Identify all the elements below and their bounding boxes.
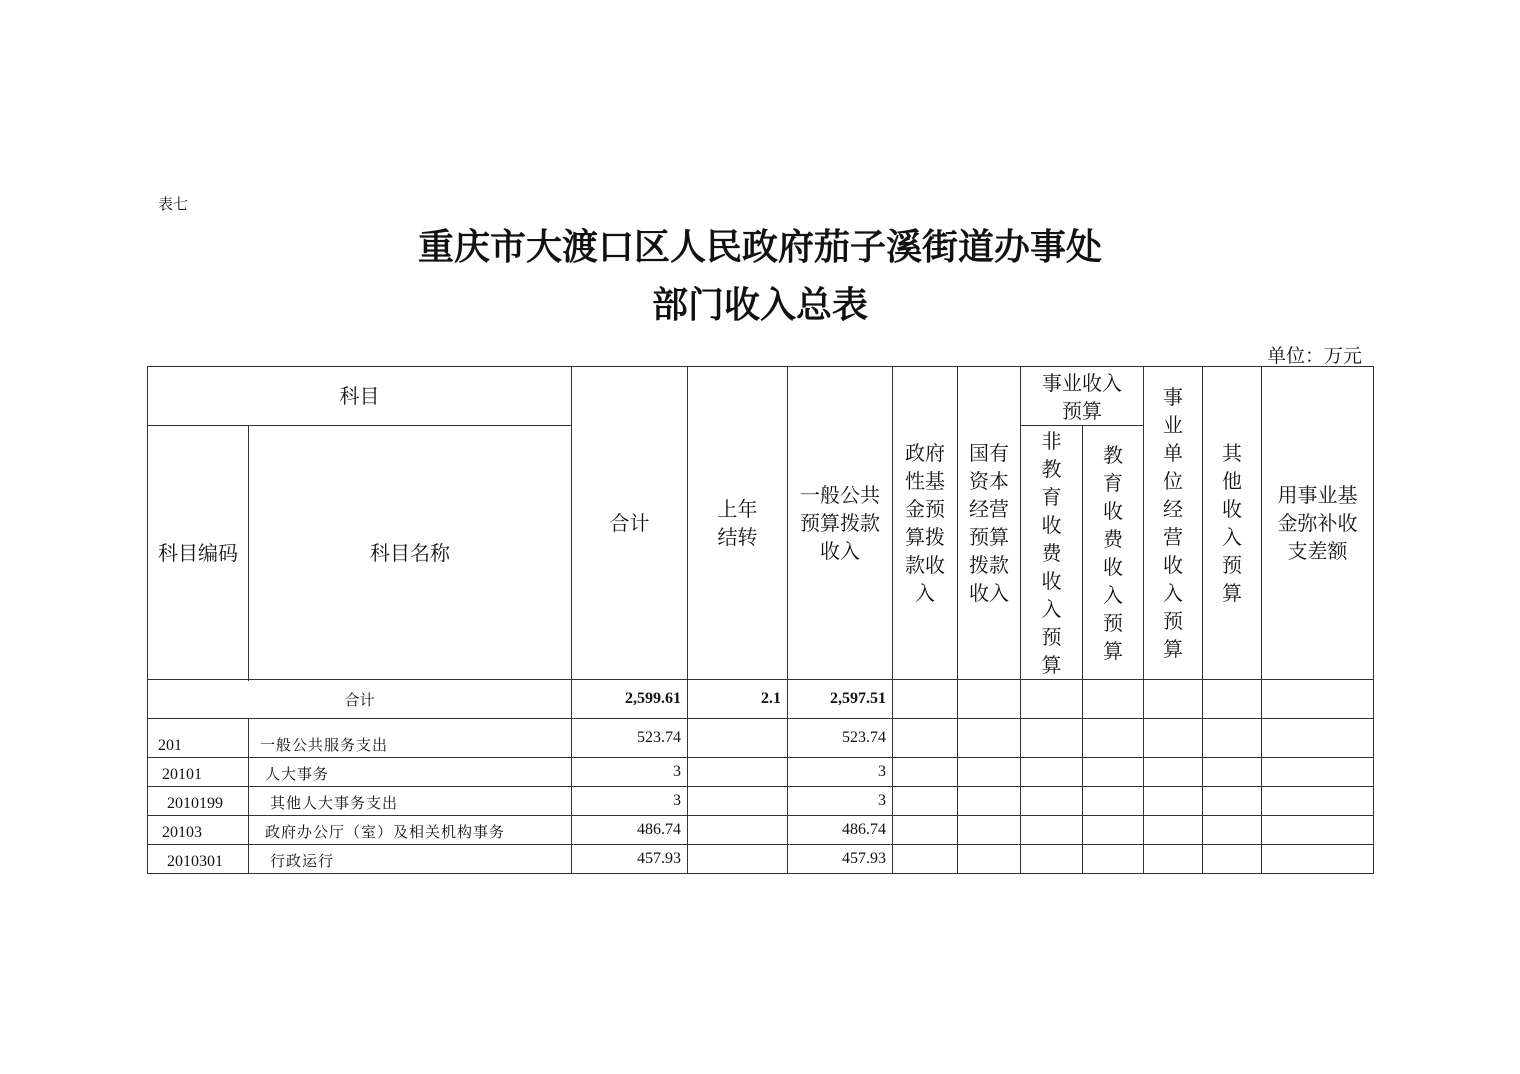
row-carryover [688,787,788,816]
table-row [148,787,1374,816]
header-gov-fund: 政府性基金预算拨款收入 [893,367,958,680]
row-name: 一般公共服务支出 [249,719,572,758]
header-general-budget: 一般公共预算拨款收入 [788,367,893,680]
row-carryover [688,758,788,787]
row-total: 523.74 [572,719,688,758]
table-row [148,845,1374,874]
row-total: 3 [572,758,688,787]
table-row [148,719,1374,758]
header-non-edu-fee: 非教育收费收入预算 [1021,426,1083,680]
header-unit-operating: 事业单位经营收入预算 [1144,367,1203,680]
row-code: 201 [148,719,249,758]
row-general-budget: 3 [788,758,893,787]
header-carryover: 上年结转 [688,367,788,680]
row-general-budget: 3 [788,787,893,816]
row-carryover [688,719,788,758]
table-tag: 表七 [158,195,189,213]
document-title: 重庆市大渡口区人民政府茄子溪街道办事处 [417,227,1102,268]
header-service-income: 事业收入预算 [1021,367,1144,426]
table-row [148,816,1374,845]
row-code: 2010199 [148,787,249,816]
header-total: 合计 [572,367,688,680]
row-total: 457.93 [572,845,688,874]
row-general-budget: 486.74 [788,816,893,845]
income-table [147,366,1374,874]
row-code: 2010301 [148,845,249,874]
table-row [148,758,1374,787]
row-carryover [688,816,788,845]
row-name: 人大事务 [249,758,572,787]
row-code: 20101 [148,758,249,787]
total-row-general-budget: 2,597.51 [788,680,893,719]
row-code: 20103 [148,816,249,845]
header-subject: 科目 [148,367,572,426]
unit-label: 单位：万元 [1266,345,1362,367]
row-carryover [688,845,788,874]
row-name: 行政运行 [249,845,572,874]
row-general-budget: 523.74 [788,719,893,758]
total-row [148,680,1374,719]
row-general-budget: 457.93 [788,845,893,874]
header-fund-gap: 用事业基金弥补收支差额 [1262,367,1374,680]
row-name: 其他人大事务支出 [249,787,572,816]
header-subject-code: 科目编码 [148,426,249,680]
header-state-capital: 国有资本经营预算拨款收入 [958,367,1021,680]
document-subtitle: 部门收入总表 [651,285,868,326]
header-other-income: 其他收入预算 [1203,367,1262,680]
total-row-total: 2,599.61 [572,680,688,719]
header-subject-name: 科目名称 [249,426,572,680]
header-edu-fee: 教育收费收入预算 [1083,426,1144,680]
total-row-carryover: 2.1 [688,680,788,719]
row-name: 政府办公厅（室）及相关机构事务 [249,816,572,845]
row-total: 3 [572,787,688,816]
total-row-label: 合计 [148,680,572,719]
row-total: 486.74 [572,816,688,845]
